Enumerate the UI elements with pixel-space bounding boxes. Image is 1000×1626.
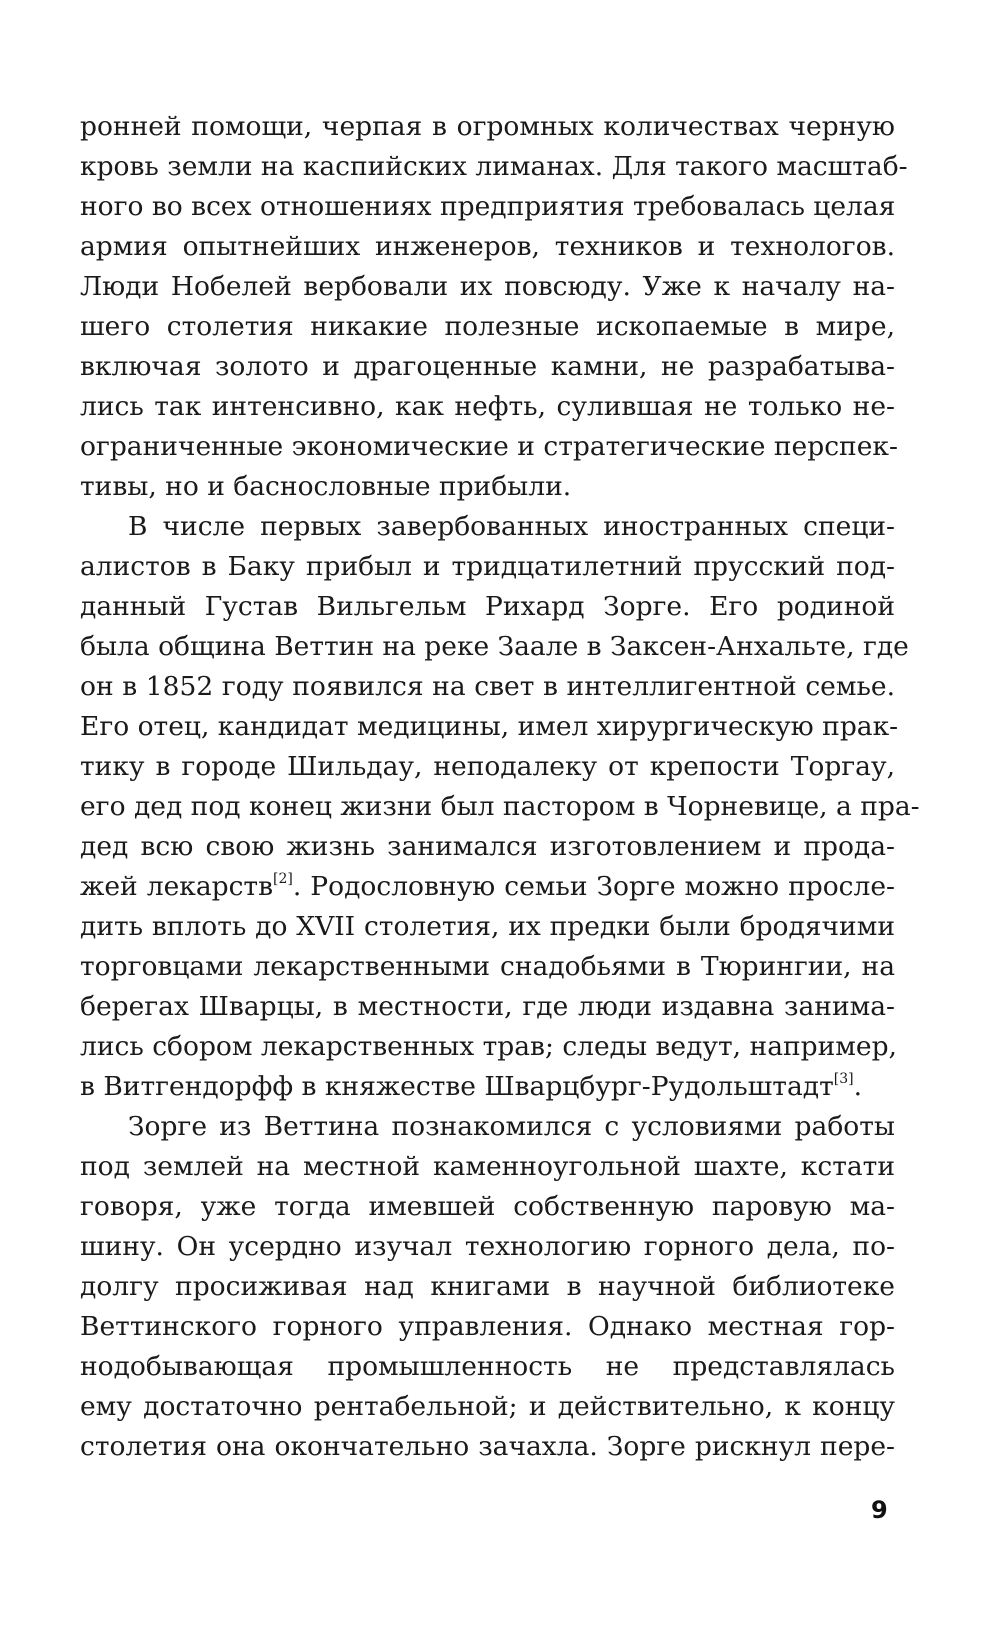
text-line: шину. Он усердно изучал технологию горного дела, по- bbox=[80, 1231, 895, 1262]
text-line: данный Густав Вильгельм Рихард Зорге. Его родиной bbox=[80, 591, 895, 622]
text-line: Люди Нобелей вербовали их повсюду. Уже к началу на- bbox=[80, 271, 895, 302]
text-line: лись сбором лекарственных трав; следы ведут, например, bbox=[80, 1031, 897, 1062]
text-fragment: . Родословную семьи Зорге можно просле- bbox=[292, 871, 895, 902]
text-line: ного во всех отношениях предприятия требовалась целая bbox=[80, 191, 896, 222]
text-line: его дед под конец жизни был пастором в Чорневице, а пра- bbox=[80, 791, 920, 822]
paragraph-1 bbox=[80, 107, 908, 507]
page-number: 9 bbox=[871, 1496, 888, 1524]
text-line: кровь земли на каспийских лиманах. Для такого масштаб- bbox=[80, 151, 908, 182]
text-line: столетия она окончательно зачахла. Зорге рискнул пере- bbox=[80, 1431, 895, 1462]
text-line: ронней помощи, черпая в огромных количествах черную bbox=[80, 111, 895, 142]
text-line: торговцами лекарственными снадобьями в Тюрингии, на bbox=[80, 951, 895, 982]
text-line: Зорге из Веттина познакомился с условиями работы bbox=[128, 1111, 895, 1142]
text-line: шего столетия никакие полезные ископаемые в мире, bbox=[80, 311, 895, 342]
text-fragment: в Витгендорфф в княжестве Шварцбург-Рудольштадт bbox=[80, 1071, 834, 1102]
paragraph-3 bbox=[80, 1107, 895, 1467]
text-fragment: жей лекарств bbox=[80, 871, 274, 902]
text-line: дить вплоть до XVII столетия, их предки были бродячими bbox=[80, 911, 895, 942]
text-line: берегах Шварцы, в местности, где люди издавна занима- bbox=[80, 991, 895, 1022]
text-line: была община Веттин на реке Заале в Заксен-Анхальте, где bbox=[80, 631, 909, 662]
text-line: долгу просиживая над книгами в научной библиотеке bbox=[80, 1271, 895, 1302]
text-line: тивы, но и баснословные прибыли. bbox=[80, 471, 572, 502]
text-line-with-footnote bbox=[80, 1067, 895, 1107]
paragraph-2 bbox=[80, 507, 920, 1107]
text-line: дед всю свою жизнь занимался изготовлением и прода- bbox=[80, 831, 895, 862]
text-line: алистов в Баку прибыл и тридцатилетний прусский под- bbox=[80, 551, 895, 582]
footnote-ref-2[interactable]: [2] bbox=[273, 871, 293, 887]
text-line: Веттинского горного управления. Однако местная гор- bbox=[80, 1311, 895, 1342]
text-line: армия опытнейших инженеров, техников и технологов. bbox=[80, 231, 895, 262]
page-body bbox=[80, 107, 920, 1467]
text-line: лись так интенсивно, как нефть, сулившая не только не- bbox=[80, 391, 895, 422]
text-line: он в 1852 году появился на свет в интеллигентной семье. bbox=[80, 671, 895, 702]
text-line: говоря, уже тогда имевшей собственную паровую ма- bbox=[80, 1191, 895, 1222]
text-line: Его отец, кандидат медицины, имел хирургическую прак- bbox=[80, 711, 899, 742]
text-line: В числе первых завербованных иностранных специ- bbox=[128, 511, 895, 542]
text-line: тику в городе Шильдау, неподалеку от крепости Торгау, bbox=[80, 751, 895, 782]
text-line: ему достаточно рентабельной; и действительно, к концу bbox=[80, 1391, 895, 1422]
text-fragment: . bbox=[853, 1071, 863, 1102]
text-line: включая золото и драгоценные камни, не разрабатыва- bbox=[80, 351, 895, 382]
text-line: нодобывающая промышленность не представлялась bbox=[80, 1351, 895, 1382]
text-line-with-footnote bbox=[80, 867, 895, 907]
text-line: под землей на местной каменноугольной шахте, кстати bbox=[80, 1151, 895, 1182]
text-line: ограниченные экономические и стратегические перспек- bbox=[80, 431, 898, 462]
footnote-ref-3[interactable]: [3] bbox=[833, 1071, 854, 1087]
